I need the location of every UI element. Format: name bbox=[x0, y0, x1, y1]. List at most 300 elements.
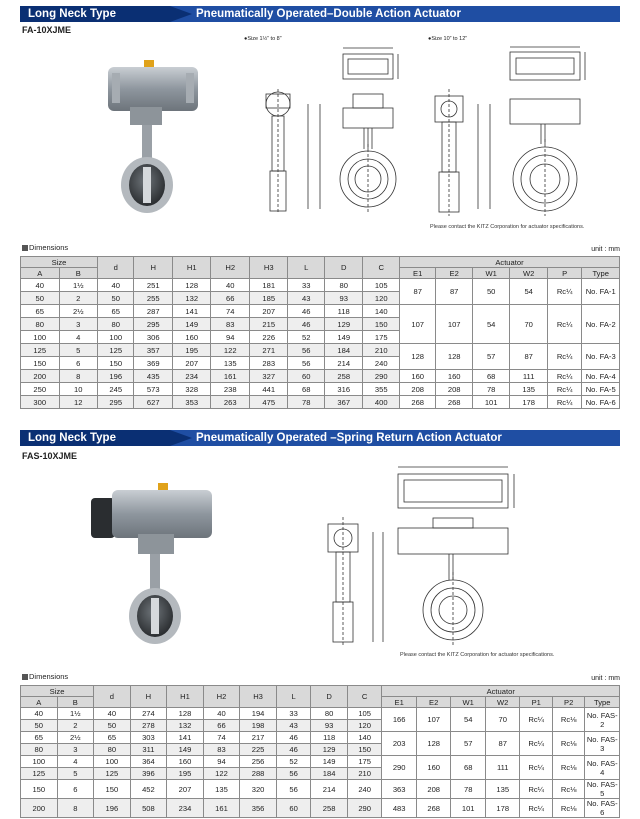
table-cell: 225 bbox=[240, 744, 277, 756]
actuator-cell: 87 bbox=[399, 279, 435, 305]
table-cell: 80 bbox=[324, 279, 363, 292]
table-cell: 40 bbox=[21, 279, 60, 292]
table-row bbox=[21, 732, 620, 744]
table-cell: 255 bbox=[134, 292, 173, 305]
actuator-cell: Rc¼ bbox=[520, 732, 552, 756]
table-cell: 300 bbox=[21, 396, 60, 409]
table-cell: 369 bbox=[134, 357, 173, 370]
table-cell: 40 bbox=[94, 708, 131, 720]
table-cell: 441 bbox=[249, 383, 288, 396]
table-cell: 5 bbox=[57, 768, 94, 780]
table-cell: 320 bbox=[240, 780, 277, 799]
actuator-cell: Rc⅛ bbox=[552, 756, 584, 780]
table-cell: 2 bbox=[57, 720, 94, 732]
table-cell: 274 bbox=[130, 708, 167, 720]
actuator-cell: 290 bbox=[382, 756, 417, 780]
actuator-cell: 135 bbox=[510, 383, 548, 396]
table-cell: 74 bbox=[203, 732, 240, 744]
table-cell: 290 bbox=[347, 799, 382, 818]
table-cell: 129 bbox=[311, 744, 348, 756]
actuator-cell: 208 bbox=[416, 780, 451, 799]
section1-model: FA-10XJME bbox=[22, 25, 72, 35]
actuator-cell: Rc¼ bbox=[547, 396, 581, 409]
table-cell: 80 bbox=[311, 708, 348, 720]
actuator-cell: No. FAS-6 bbox=[586, 799, 618, 817]
actuator-cell: No. FAS-4 bbox=[585, 756, 620, 780]
table-cell: 46 bbox=[288, 318, 324, 331]
table-cell: 1½ bbox=[59, 279, 98, 292]
table-cell: 93 bbox=[311, 720, 348, 732]
table-row bbox=[21, 780, 620, 799]
table-cell: 66 bbox=[211, 292, 250, 305]
table-cell: 356 bbox=[240, 799, 277, 818]
table-cell: 52 bbox=[276, 756, 311, 768]
actuator-cell: 268 bbox=[416, 799, 451, 818]
table-cell: 125 bbox=[98, 344, 134, 357]
actuator-cell: No. FA-1 bbox=[582, 279, 620, 305]
actuator-cell: Rc⅛ bbox=[552, 732, 584, 756]
table-row bbox=[21, 799, 620, 818]
actuator-cell: 87 bbox=[510, 344, 548, 370]
table-cell: 234 bbox=[167, 799, 204, 818]
table-cell: 118 bbox=[311, 732, 348, 744]
table-cell: 250 bbox=[21, 383, 60, 396]
section1-header-band bbox=[20, 6, 620, 22]
table-cell: 316 bbox=[324, 383, 363, 396]
table-cell: 60 bbox=[288, 370, 324, 383]
table-cell: 100 bbox=[94, 756, 131, 768]
size-caption-small: ●Size 1½” to 8” bbox=[244, 36, 282, 42]
table-cell: 210 bbox=[347, 768, 382, 780]
table-cell: 160 bbox=[167, 756, 204, 768]
table-cell: 327 bbox=[249, 370, 288, 383]
table-cell: 80 bbox=[21, 744, 58, 756]
header-b: B bbox=[57, 697, 94, 708]
table-cell: 8 bbox=[59, 370, 98, 383]
table-cell: 355 bbox=[363, 383, 399, 396]
actuator-cell: 107 bbox=[436, 305, 472, 344]
table-cell: 150 bbox=[21, 780, 58, 799]
header-e2: E2 bbox=[416, 697, 451, 708]
header-arrow-icon bbox=[170, 6, 192, 22]
actuator-cell: 203 bbox=[382, 732, 417, 756]
header-w2: W2 bbox=[510, 268, 548, 279]
actuator-cell: 160 bbox=[436, 370, 472, 383]
header-h3: H3 bbox=[240, 686, 277, 708]
table-cell: 120 bbox=[363, 292, 399, 305]
table-cell: 132 bbox=[172, 292, 211, 305]
actuator-cell: Rc¼ bbox=[547, 344, 581, 370]
table-cell: 65 bbox=[94, 732, 131, 744]
table-cell: 132 bbox=[167, 720, 204, 732]
table-cell: 214 bbox=[311, 780, 348, 799]
table-cell: 149 bbox=[324, 331, 363, 344]
actuator-cell: 268 bbox=[436, 396, 472, 409]
table-cell: 181 bbox=[249, 279, 288, 292]
table-cell: 295 bbox=[98, 396, 134, 409]
table-cell: 135 bbox=[211, 357, 250, 370]
section2-tag: Long Neck Type bbox=[20, 430, 170, 446]
table-cell: 46 bbox=[276, 744, 311, 756]
table-cell: 196 bbox=[94, 799, 131, 818]
header-type: Type bbox=[585, 697, 620, 708]
table-cell: 288 bbox=[240, 768, 277, 780]
section1-note: Please contact the KITZ Corporation for actuator specifications. bbox=[430, 224, 585, 230]
section1-dimensions-table bbox=[20, 256, 620, 409]
table-cell: 240 bbox=[347, 780, 382, 799]
table-cell: 56 bbox=[276, 768, 311, 780]
table-cell: 122 bbox=[203, 768, 240, 780]
table-row bbox=[21, 383, 620, 396]
table-cell: 475 bbox=[249, 396, 288, 409]
actuator-cell: 50 bbox=[472, 279, 510, 305]
table-cell: 573 bbox=[134, 383, 173, 396]
table-cell: 74 bbox=[211, 305, 250, 318]
table-cell: 105 bbox=[347, 708, 382, 720]
actuator-cell: Rc¼ bbox=[520, 708, 552, 732]
actuator-cell: No. FA-4 bbox=[582, 370, 620, 383]
actuator-cell: No. FAS-2 bbox=[585, 708, 620, 732]
section2-note: Please contact the KITZ Corporation for actuator specifications. bbox=[400, 652, 555, 658]
table-cell: 40 bbox=[98, 279, 134, 292]
table-row bbox=[21, 370, 620, 383]
table-cell: 125 bbox=[94, 768, 131, 780]
table-cell: 68 bbox=[288, 383, 324, 396]
header-actuator: Actuator bbox=[399, 257, 619, 268]
section2-header-band bbox=[20, 430, 620, 446]
double-action-drawing-small bbox=[248, 44, 408, 219]
table-cell: 150 bbox=[363, 318, 399, 331]
actuator-cell: 57 bbox=[472, 344, 510, 370]
table-cell: 207 bbox=[249, 305, 288, 318]
actuator-cell: 107 bbox=[399, 305, 435, 344]
header-type: Type bbox=[582, 268, 620, 279]
header-h: H bbox=[130, 686, 167, 708]
table-cell: 240 bbox=[363, 357, 399, 370]
header-d: d bbox=[98, 257, 134, 279]
actuator-cell: 268 bbox=[399, 396, 435, 409]
actuator-cell: 54 bbox=[510, 279, 548, 305]
header-a: A bbox=[21, 697, 58, 708]
table-cell: 100 bbox=[21, 756, 58, 768]
table-cell: 161 bbox=[211, 370, 250, 383]
table-cell: 10 bbox=[59, 383, 98, 396]
table-row bbox=[21, 305, 620, 318]
table-cell: 150 bbox=[98, 357, 134, 370]
actuator-cell: Rc¼ bbox=[520, 780, 552, 799]
table-cell: 125 bbox=[21, 344, 60, 357]
actuator-cell: No. FA-3 bbox=[582, 344, 620, 370]
table-cell: 56 bbox=[288, 357, 324, 370]
table-cell: 357 bbox=[134, 344, 173, 357]
actuator-cell: 78 bbox=[451, 780, 486, 799]
table-row bbox=[21, 756, 620, 768]
table-cell: 2½ bbox=[57, 732, 94, 744]
table-row bbox=[21, 279, 620, 292]
table-cell: 303 bbox=[130, 732, 167, 744]
table-cell: 65 bbox=[98, 305, 134, 318]
header-p2: P2 bbox=[552, 697, 584, 708]
table-cell: 50 bbox=[21, 720, 58, 732]
actuator-cell: 178 bbox=[510, 396, 548, 409]
header-c: C bbox=[363, 257, 399, 279]
table-row bbox=[21, 396, 620, 409]
table-cell: 149 bbox=[167, 744, 204, 756]
actuator-cell: No. FA-2 bbox=[582, 305, 620, 344]
actuator-cell: 87 bbox=[436, 279, 472, 305]
actuator-cell: 363 bbox=[382, 780, 417, 799]
table-cell: 12 bbox=[59, 396, 98, 409]
section1-tag: Long Neck Type bbox=[20, 6, 170, 22]
actuator-cell: Rc¼ bbox=[547, 305, 581, 344]
table-cell: 226 bbox=[249, 331, 288, 344]
header-size: Size bbox=[21, 686, 94, 697]
actuator-cell: Rc¼ bbox=[547, 383, 581, 396]
table-cell: 135 bbox=[203, 780, 240, 799]
actuator-cell: No. FAS-5 bbox=[586, 780, 618, 798]
actuator-cell: No. FA-6 bbox=[582, 396, 620, 409]
actuator-cell: 128 bbox=[436, 344, 472, 370]
header-l: L bbox=[288, 257, 324, 279]
header-h1: H1 bbox=[172, 257, 211, 279]
table-cell: 46 bbox=[276, 732, 311, 744]
table-cell: 194 bbox=[240, 708, 277, 720]
header-dd: D bbox=[311, 686, 348, 708]
actuator-cell: Rc⅛ bbox=[552, 799, 584, 818]
header-h2: H2 bbox=[211, 257, 250, 279]
actuator-cell: 483 bbox=[382, 799, 417, 818]
section1-dimensions-label: Dimensions bbox=[22, 243, 68, 252]
table-cell: 3 bbox=[59, 318, 98, 331]
section1-unit: unit : mm bbox=[591, 246, 620, 253]
header-p1: P1 bbox=[520, 697, 552, 708]
table-cell: 184 bbox=[324, 344, 363, 357]
table-cell: 161 bbox=[203, 799, 240, 818]
header-w1: W1 bbox=[451, 697, 486, 708]
actuator-cell: 111 bbox=[485, 756, 520, 780]
table-cell: 50 bbox=[21, 292, 60, 305]
size-caption-large: ●Size 10” to 12” bbox=[428, 36, 468, 42]
double-action-valve-photo bbox=[100, 55, 205, 215]
section2-dimensions-table bbox=[20, 685, 620, 818]
table-cell: 256 bbox=[240, 756, 277, 768]
section2-model: FAS-10XJME bbox=[22, 451, 78, 461]
table-cell: 207 bbox=[172, 357, 211, 370]
section2-dimensions-label: Dimensions bbox=[22, 672, 68, 681]
table-cell: 128 bbox=[167, 708, 204, 720]
table-cell: 367 bbox=[324, 396, 363, 409]
table-cell: 65 bbox=[21, 732, 58, 744]
table-cell: 150 bbox=[94, 780, 131, 799]
table-cell: 94 bbox=[203, 756, 240, 768]
table-cell: 210 bbox=[363, 344, 399, 357]
table-cell: 80 bbox=[21, 318, 60, 331]
table-cell: 78 bbox=[288, 396, 324, 409]
header-p: P bbox=[547, 268, 581, 279]
square-bullet-icon bbox=[22, 674, 28, 680]
actuator-cell: 128 bbox=[416, 732, 451, 756]
table-cell: 278 bbox=[130, 720, 167, 732]
table-cell: 43 bbox=[276, 720, 311, 732]
table-cell: 83 bbox=[211, 318, 250, 331]
actuator-cell: 178 bbox=[485, 799, 520, 818]
header-h: H bbox=[134, 257, 173, 279]
table-cell: 93 bbox=[324, 292, 363, 305]
table-cell: 46 bbox=[288, 305, 324, 318]
table-cell: 43 bbox=[288, 292, 324, 305]
table-cell: 435 bbox=[134, 370, 173, 383]
actuator-cell: No. FAS-3 bbox=[585, 732, 620, 756]
table-cell: 56 bbox=[288, 344, 324, 357]
actuator-cell: 101 bbox=[472, 396, 510, 409]
table-cell: 184 bbox=[311, 768, 348, 780]
header-e1: E1 bbox=[399, 268, 435, 279]
actuator-cell: 128 bbox=[399, 344, 435, 370]
table-cell: 100 bbox=[21, 331, 60, 344]
table-cell: 238 bbox=[211, 383, 250, 396]
actuator-cell: 208 bbox=[436, 383, 472, 396]
section2-unit: unit : mm bbox=[591, 675, 620, 682]
table-cell: 311 bbox=[130, 744, 167, 756]
table-cell: 140 bbox=[347, 732, 382, 744]
table-cell: 60 bbox=[276, 799, 311, 818]
table-cell: 400 bbox=[363, 396, 399, 409]
header-b: B bbox=[59, 268, 98, 279]
actuator-cell: 160 bbox=[416, 756, 451, 780]
table-cell: 6 bbox=[57, 780, 94, 799]
actuator-cell: 87 bbox=[485, 732, 520, 756]
table-cell: 287 bbox=[134, 305, 173, 318]
header-c: C bbox=[347, 686, 382, 708]
table-cell: 198 bbox=[240, 720, 277, 732]
spring-return-valve-photo bbox=[88, 478, 218, 648]
table-cell: 195 bbox=[172, 344, 211, 357]
table-cell: 214 bbox=[324, 357, 363, 370]
table-cell: 50 bbox=[98, 292, 134, 305]
table-cell: 185 bbox=[249, 292, 288, 305]
actuator-cell: 68 bbox=[451, 756, 486, 780]
table-cell: 175 bbox=[347, 756, 382, 768]
actuator-cell: 68 bbox=[472, 370, 510, 383]
table-cell: 258 bbox=[324, 370, 363, 383]
spring-return-drawing bbox=[318, 462, 618, 652]
table-cell: 283 bbox=[249, 357, 288, 370]
header-arrow-icon bbox=[170, 430, 192, 446]
table-cell: 100 bbox=[98, 331, 134, 344]
actuator-cell: 54 bbox=[451, 708, 486, 732]
table-row bbox=[21, 708, 620, 720]
header-actuator: Actuator bbox=[382, 686, 620, 697]
actuator-cell: 166 bbox=[382, 708, 417, 732]
table-cell: 83 bbox=[203, 744, 240, 756]
section2-title: Pneumatically Operated –Spring Return Action Actuator bbox=[196, 432, 502, 444]
table-cell: 258 bbox=[311, 799, 348, 818]
table-cell: 160 bbox=[172, 331, 211, 344]
table-cell: 4 bbox=[59, 331, 98, 344]
header-w1: W1 bbox=[472, 268, 510, 279]
header-e2: E2 bbox=[436, 268, 472, 279]
table-cell: 2 bbox=[59, 292, 98, 305]
table-cell: 627 bbox=[134, 396, 173, 409]
table-cell: 263 bbox=[211, 396, 250, 409]
actuator-cell: Rc⅛ bbox=[552, 780, 584, 799]
actuator-cell: 70 bbox=[485, 708, 520, 732]
table-cell: 396 bbox=[130, 768, 167, 780]
actuator-cell: Rc¼ bbox=[547, 279, 581, 305]
table-cell: 150 bbox=[21, 357, 60, 370]
table-cell: 4 bbox=[57, 756, 94, 768]
header-dd: D bbox=[324, 257, 363, 279]
table-cell: 33 bbox=[276, 708, 311, 720]
section1-title: Pneumatically Operated–Double Action Actuator bbox=[196, 8, 461, 20]
table-cell: 80 bbox=[98, 318, 134, 331]
table-cell: 364 bbox=[130, 756, 167, 768]
actuator-cell: Rc¼ bbox=[520, 799, 552, 818]
table-cell: 40 bbox=[21, 708, 58, 720]
table-cell: 141 bbox=[167, 732, 204, 744]
table-cell: 66 bbox=[203, 720, 240, 732]
header-a: A bbox=[21, 268, 60, 279]
table-cell: 129 bbox=[324, 318, 363, 331]
table-cell: 149 bbox=[311, 756, 348, 768]
actuator-cell: Rc⅛ bbox=[552, 708, 584, 732]
header-w2: W2 bbox=[485, 697, 520, 708]
table-cell: 306 bbox=[134, 331, 173, 344]
header-h2: H2 bbox=[203, 686, 240, 708]
table-cell: 245 bbox=[98, 383, 134, 396]
double-action-drawing-large bbox=[430, 44, 610, 219]
table-cell: 2½ bbox=[59, 305, 98, 318]
header-l: L bbox=[276, 686, 311, 708]
header-e1: E1 bbox=[382, 697, 417, 708]
table-cell: 122 bbox=[211, 344, 250, 357]
table-cell: 140 bbox=[363, 305, 399, 318]
table-cell: 56 bbox=[276, 780, 311, 799]
table-cell: 195 bbox=[167, 768, 204, 780]
actuator-cell: 135 bbox=[485, 780, 520, 799]
table-cell: 3 bbox=[57, 744, 94, 756]
actuator-cell: 107 bbox=[416, 708, 451, 732]
table-cell: 175 bbox=[363, 331, 399, 344]
table-cell: 40 bbox=[203, 708, 240, 720]
table-cell: 141 bbox=[172, 305, 211, 318]
table-cell: 295 bbox=[134, 318, 173, 331]
table-cell: 271 bbox=[249, 344, 288, 357]
actuator-cell: 57 bbox=[451, 732, 486, 756]
actuator-cell: Rc¼ bbox=[520, 756, 552, 780]
table-cell: 251 bbox=[134, 279, 173, 292]
table-cell: 328 bbox=[172, 383, 211, 396]
header-size: Size bbox=[21, 257, 98, 268]
table-cell: 128 bbox=[172, 279, 211, 292]
table-cell: 6 bbox=[59, 357, 98, 370]
actuator-cell: 54 bbox=[472, 305, 510, 344]
table-cell: 207 bbox=[167, 780, 204, 799]
header-h1: H1 bbox=[167, 686, 204, 708]
table-cell: 290 bbox=[363, 370, 399, 383]
table-row bbox=[21, 344, 620, 357]
square-bullet-icon bbox=[22, 245, 28, 251]
table-cell: 65 bbox=[21, 305, 60, 318]
actuator-cell: 111 bbox=[510, 370, 548, 383]
table-cell: 50 bbox=[94, 720, 131, 732]
header-h3: H3 bbox=[249, 257, 288, 279]
table-cell: 33 bbox=[288, 279, 324, 292]
table-cell: 40 bbox=[211, 279, 250, 292]
actuator-cell: Rc¼ bbox=[547, 370, 581, 383]
table-cell: 196 bbox=[98, 370, 134, 383]
table-cell: 8 bbox=[57, 799, 94, 818]
